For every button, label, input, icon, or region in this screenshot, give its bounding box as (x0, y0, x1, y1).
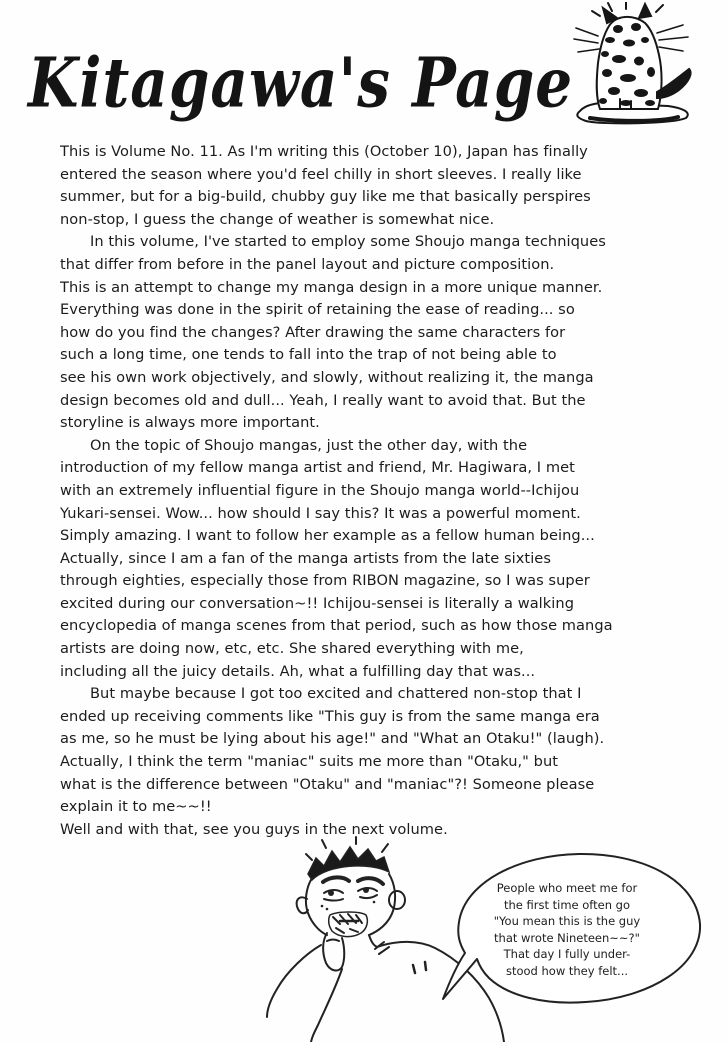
body-text-line: how do you find the changes? After drawing the same characters for (60, 323, 566, 341)
body-text-line: But maybe because I got too excited and chattered non-stop that I (90, 685, 582, 703)
body-text-line: non-stop, I guess the change of weather is somewhat nice. (60, 210, 495, 228)
body-text-line: such a long time, one tends to fall into the trap of not being able to (60, 346, 557, 364)
cat-illustration (570, 2, 702, 130)
page-title: Kitagawa's Page (28, 42, 574, 124)
body-text-line: through eighties, especially those from RIBON magazine, so I was super (60, 572, 590, 590)
body-text-line: summer, but for a big-build, chubby guy like me that basically perspires (60, 188, 591, 206)
body-text-line: Actually, I think the term "maniac" suits me more than "Otaku," but (60, 753, 559, 771)
body-text-line: excited during our conversation~!! Ichijou-sensei is literally a walking (60, 594, 575, 612)
body-text-line: On the topic of Shoujo mangas, just the other day, with the (90, 436, 528, 454)
body-text-line: In this volume, I've started to employ some Shoujo manga techniques (90, 233, 606, 251)
body-text-line: Yukari-sensei. Wow... how should I say this? It was a powerful moment. (60, 504, 581, 522)
body-text-line: including all the juicy details. Ah, what a fulfilling day that was... (60, 662, 536, 680)
speech-bubble-line: that wrote Nineteen~~?" (494, 930, 640, 945)
body-text-line: storyline is always more important. (60, 414, 320, 432)
body-text-line: ended up receiving comments like "This guy is from the same manga era (60, 707, 600, 725)
body-text-line: design becomes old and dull... Yeah, I really want to avoid that. But the (60, 391, 586, 409)
body-text (60, 141, 688, 841)
speech-bubble-line: "You mean this is the guy (493, 914, 641, 929)
body-text-line: entered the season where you'd feel chilly in short sleeves. I really like (60, 165, 582, 183)
body-text-line: introduction of my fellow manga artist and friend, Mr. Hagiwara, I met (60, 459, 575, 477)
body-text-line: artists are doing now, etc, etc. She shared everything with me, (60, 640, 524, 658)
speech-bubble-line: the first time often go (503, 897, 631, 912)
body-text-line: with an extremely influential figure in the Shoujo manga world--Ichijou (60, 481, 580, 499)
body-text-line: what is the difference between "Otaku" and "maniac"?! Someone please (60, 775, 595, 793)
speech-bubble-text (448, 880, 686, 980)
body-text-line: This is an attempt to change my manga design in a more unique manner. (60, 278, 603, 296)
speech-bubble-line: stood how they felt... (505, 963, 629, 978)
speech-bubble-line: That day I fully under- (503, 947, 631, 962)
body-text-line: Actually, since I am a fan of the manga artists from the late sixties (60, 549, 551, 567)
body-text-line: as me, so he must be lying about his age!" and "What an Otaku!" (laugh). (60, 730, 605, 748)
body-text-line: see his own work objectively, and slowly, without realizing it, the manga (60, 368, 594, 386)
body-text-line: that differ from before in the panel layout and picture composition. (60, 255, 555, 273)
body-text-line: explain it to me~~!! (60, 798, 212, 816)
speech-bubble-line: People who meet me for (496, 881, 638, 895)
body-text-line: encyclopedia of manga scenes from that period, such as how those manga (60, 617, 613, 635)
body-text-line: Well and with that, see you guys in the next volume. (60, 820, 448, 838)
body-text-line: Simply amazing. I want to follow her example as a fellow human being... (60, 527, 595, 545)
body-text-line: This is Volume No. 11. As I'm writing this (October 10), Japan has finally (60, 143, 588, 160)
body-text-line: Everything was done in the spirit of retaining the ease of reading... so (60, 301, 575, 319)
